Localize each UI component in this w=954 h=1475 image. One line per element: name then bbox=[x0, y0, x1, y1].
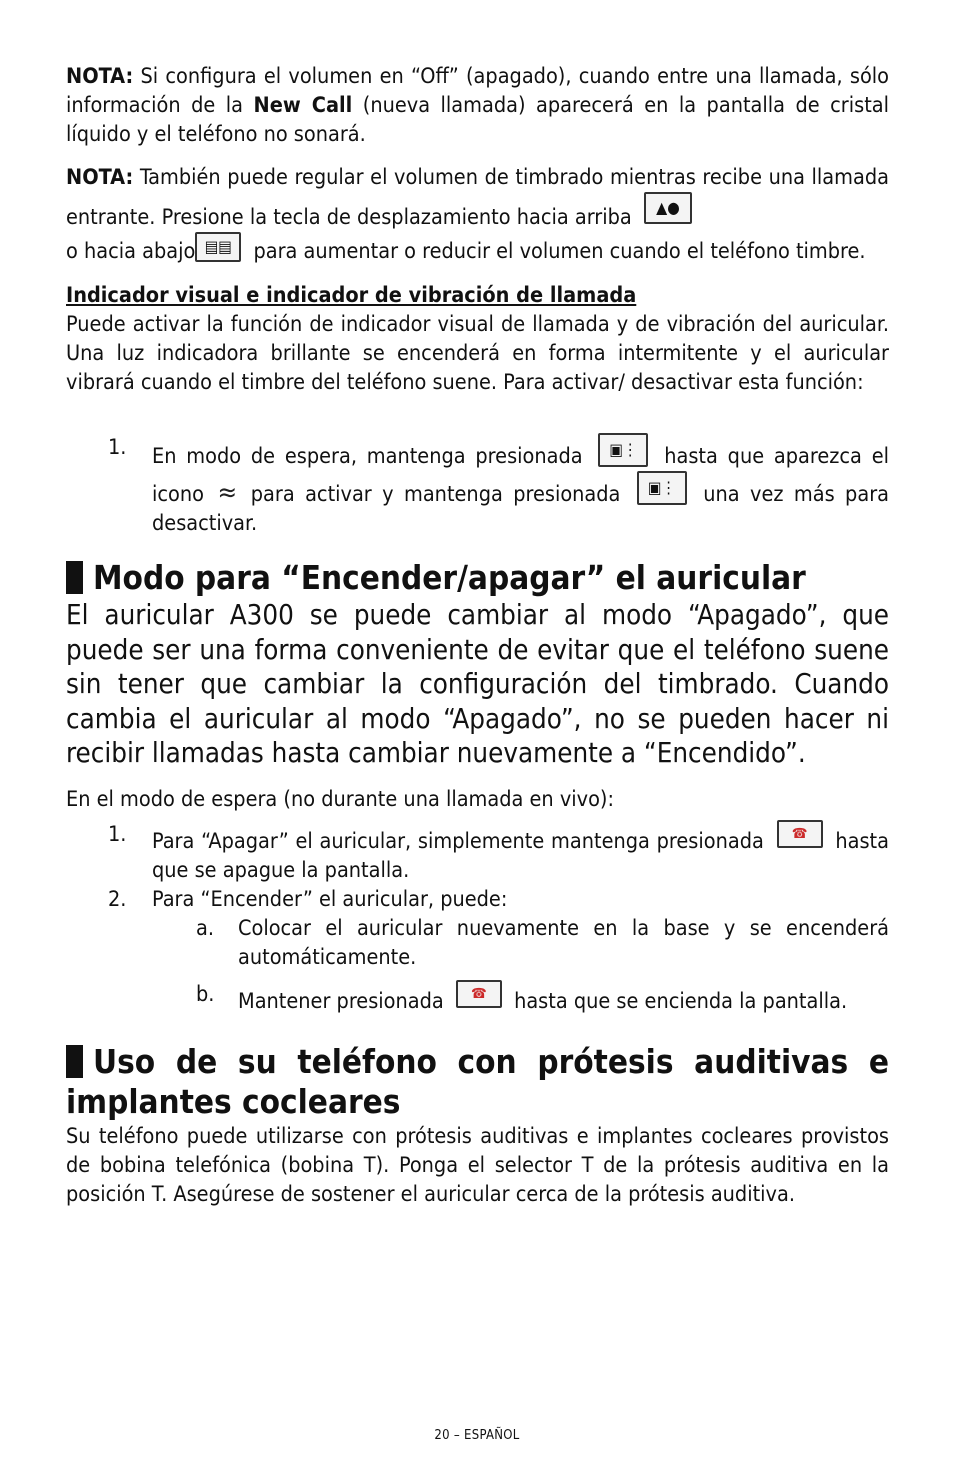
step-text: En modo de espera, mantenga presionada bbox=[152, 444, 583, 469]
end-power-key-icon: ☎ bbox=[456, 980, 502, 1008]
power-mode-lead: El auricular A300 se puede cambiar al modo “Apagado”, que puede ser una forma conveniente de evitar que el teléfono suene sin tener que cambiar la configuración del timbrado. Cuando cambia el auricular al modo “Apagado”, no se pueden hacer ni recibir llamadas hasta cambiar nuevamente a “Encendido”. bbox=[66, 599, 889, 769]
heading-bar-icon bbox=[66, 1045, 83, 1078]
step-text: hasta que se apague la pantalla. bbox=[152, 828, 889, 883]
list-number: 2. bbox=[108, 886, 127, 912]
visual-indicator-body: Puede activar la función de indicador visual de llamada y de vibración del auricular. Una luz indicadora brillante se encenderá en forma intermitente y el auricular vibrará cuando el timbre del teléfono suene. Para activar/ desactivar esta función: bbox=[66, 312, 889, 395]
step-text: Para “Apagar” el auricular, simplemente mantenga presionada bbox=[152, 828, 764, 854]
list-item bbox=[66, 820, 889, 885]
list-number: 1. bbox=[108, 821, 127, 847]
note-label: NOTA: bbox=[66, 64, 134, 89]
step-text: Para “Encender” el auricular, puede: bbox=[152, 886, 508, 912]
step-text: Colocar el auricular nuevamente en la base y se encenderá automáticamente. bbox=[238, 915, 889, 970]
power-steps-list bbox=[66, 820, 889, 914]
list-letter: a. bbox=[196, 915, 214, 941]
heading-bar-icon bbox=[66, 561, 83, 594]
note-label: NOTA: bbox=[66, 165, 134, 190]
step-text: hasta que se encienda la pantalla. bbox=[514, 988, 848, 1014]
visual-vibrate-key-icon: ▣⋮ bbox=[598, 433, 648, 467]
list-number: 1. bbox=[108, 435, 127, 460]
new-call-term: New Call bbox=[253, 93, 353, 118]
step-text: Mantener presionada bbox=[238, 988, 444, 1014]
vibrate-icon: ≈ bbox=[217, 478, 238, 508]
power-mode-intro: En el modo de espera (no durante una llamada en vivo): bbox=[66, 786, 614, 812]
list-letter: b. bbox=[196, 981, 215, 1007]
power-substeps-list bbox=[66, 914, 889, 1016]
note-text: También puede regular el volumen de timbrado mientras recibe una llamada entrante. Presione la tecla de desplazamiento hacia arriba bbox=[66, 165, 889, 230]
heading-text: Uso de su teléfono con prótesis auditivas e implantes cocleares bbox=[66, 1041, 889, 1121]
heading-text: Modo para “Encender/apagar” el auricular bbox=[93, 558, 806, 597]
page-footer: 20 – ESPAÑOL bbox=[434, 1428, 520, 1443]
note-text: o hacia abajo bbox=[66, 239, 196, 264]
scroll-up-key-icon: ▲● bbox=[644, 192, 692, 224]
manual-page bbox=[66, 62, 889, 1209]
list-item bbox=[66, 433, 889, 538]
scroll-down-key-icon: ▤▤ bbox=[195, 232, 241, 262]
note-paragraph-1 bbox=[66, 62, 889, 149]
visual-vibrate-key-icon: ▣⋮ bbox=[637, 471, 687, 505]
hearing-aid-body: Su teléfono puede utilizarse con prótesis auditivas e implantes cocleares provistos de bobina telefónica (bobina T). Ponga el selector T de la prótesis auditiva en la posición T. Asegúrese de sostener el auricular cerca de la prótesis auditiva. bbox=[66, 1123, 889, 1207]
list-item bbox=[66, 914, 889, 972]
list-item bbox=[66, 885, 889, 914]
visual-indicator-heading: Indicador visual e indicador de vibración de llamada bbox=[66, 283, 637, 308]
note-text: Si configura el volumen en “Off” (apagado), cuando entre una llamada, sólo información de la bbox=[66, 64, 889, 118]
step-text: para activar y mantenga presionada bbox=[250, 482, 621, 507]
note-paragraph-2 bbox=[66, 163, 889, 266]
step-text: una vez más para desactivar. bbox=[152, 482, 889, 536]
step-text: hasta que aparezca el icono bbox=[152, 444, 889, 507]
note-text: para aumentar o reducir el volumen cuando el teléfono timbre. bbox=[247, 239, 866, 264]
list-item bbox=[66, 980, 889, 1016]
note-text: (nueva llamada) aparecerá en la pantalla de cristal líquido y el teléfono no sonará. bbox=[66, 93, 889, 147]
end-power-key-icon: ☎ bbox=[777, 820, 823, 848]
hearing-aid-heading bbox=[66, 1042, 889, 1122]
power-mode-heading bbox=[66, 558, 889, 598]
visual-steps-list bbox=[66, 433, 889, 538]
